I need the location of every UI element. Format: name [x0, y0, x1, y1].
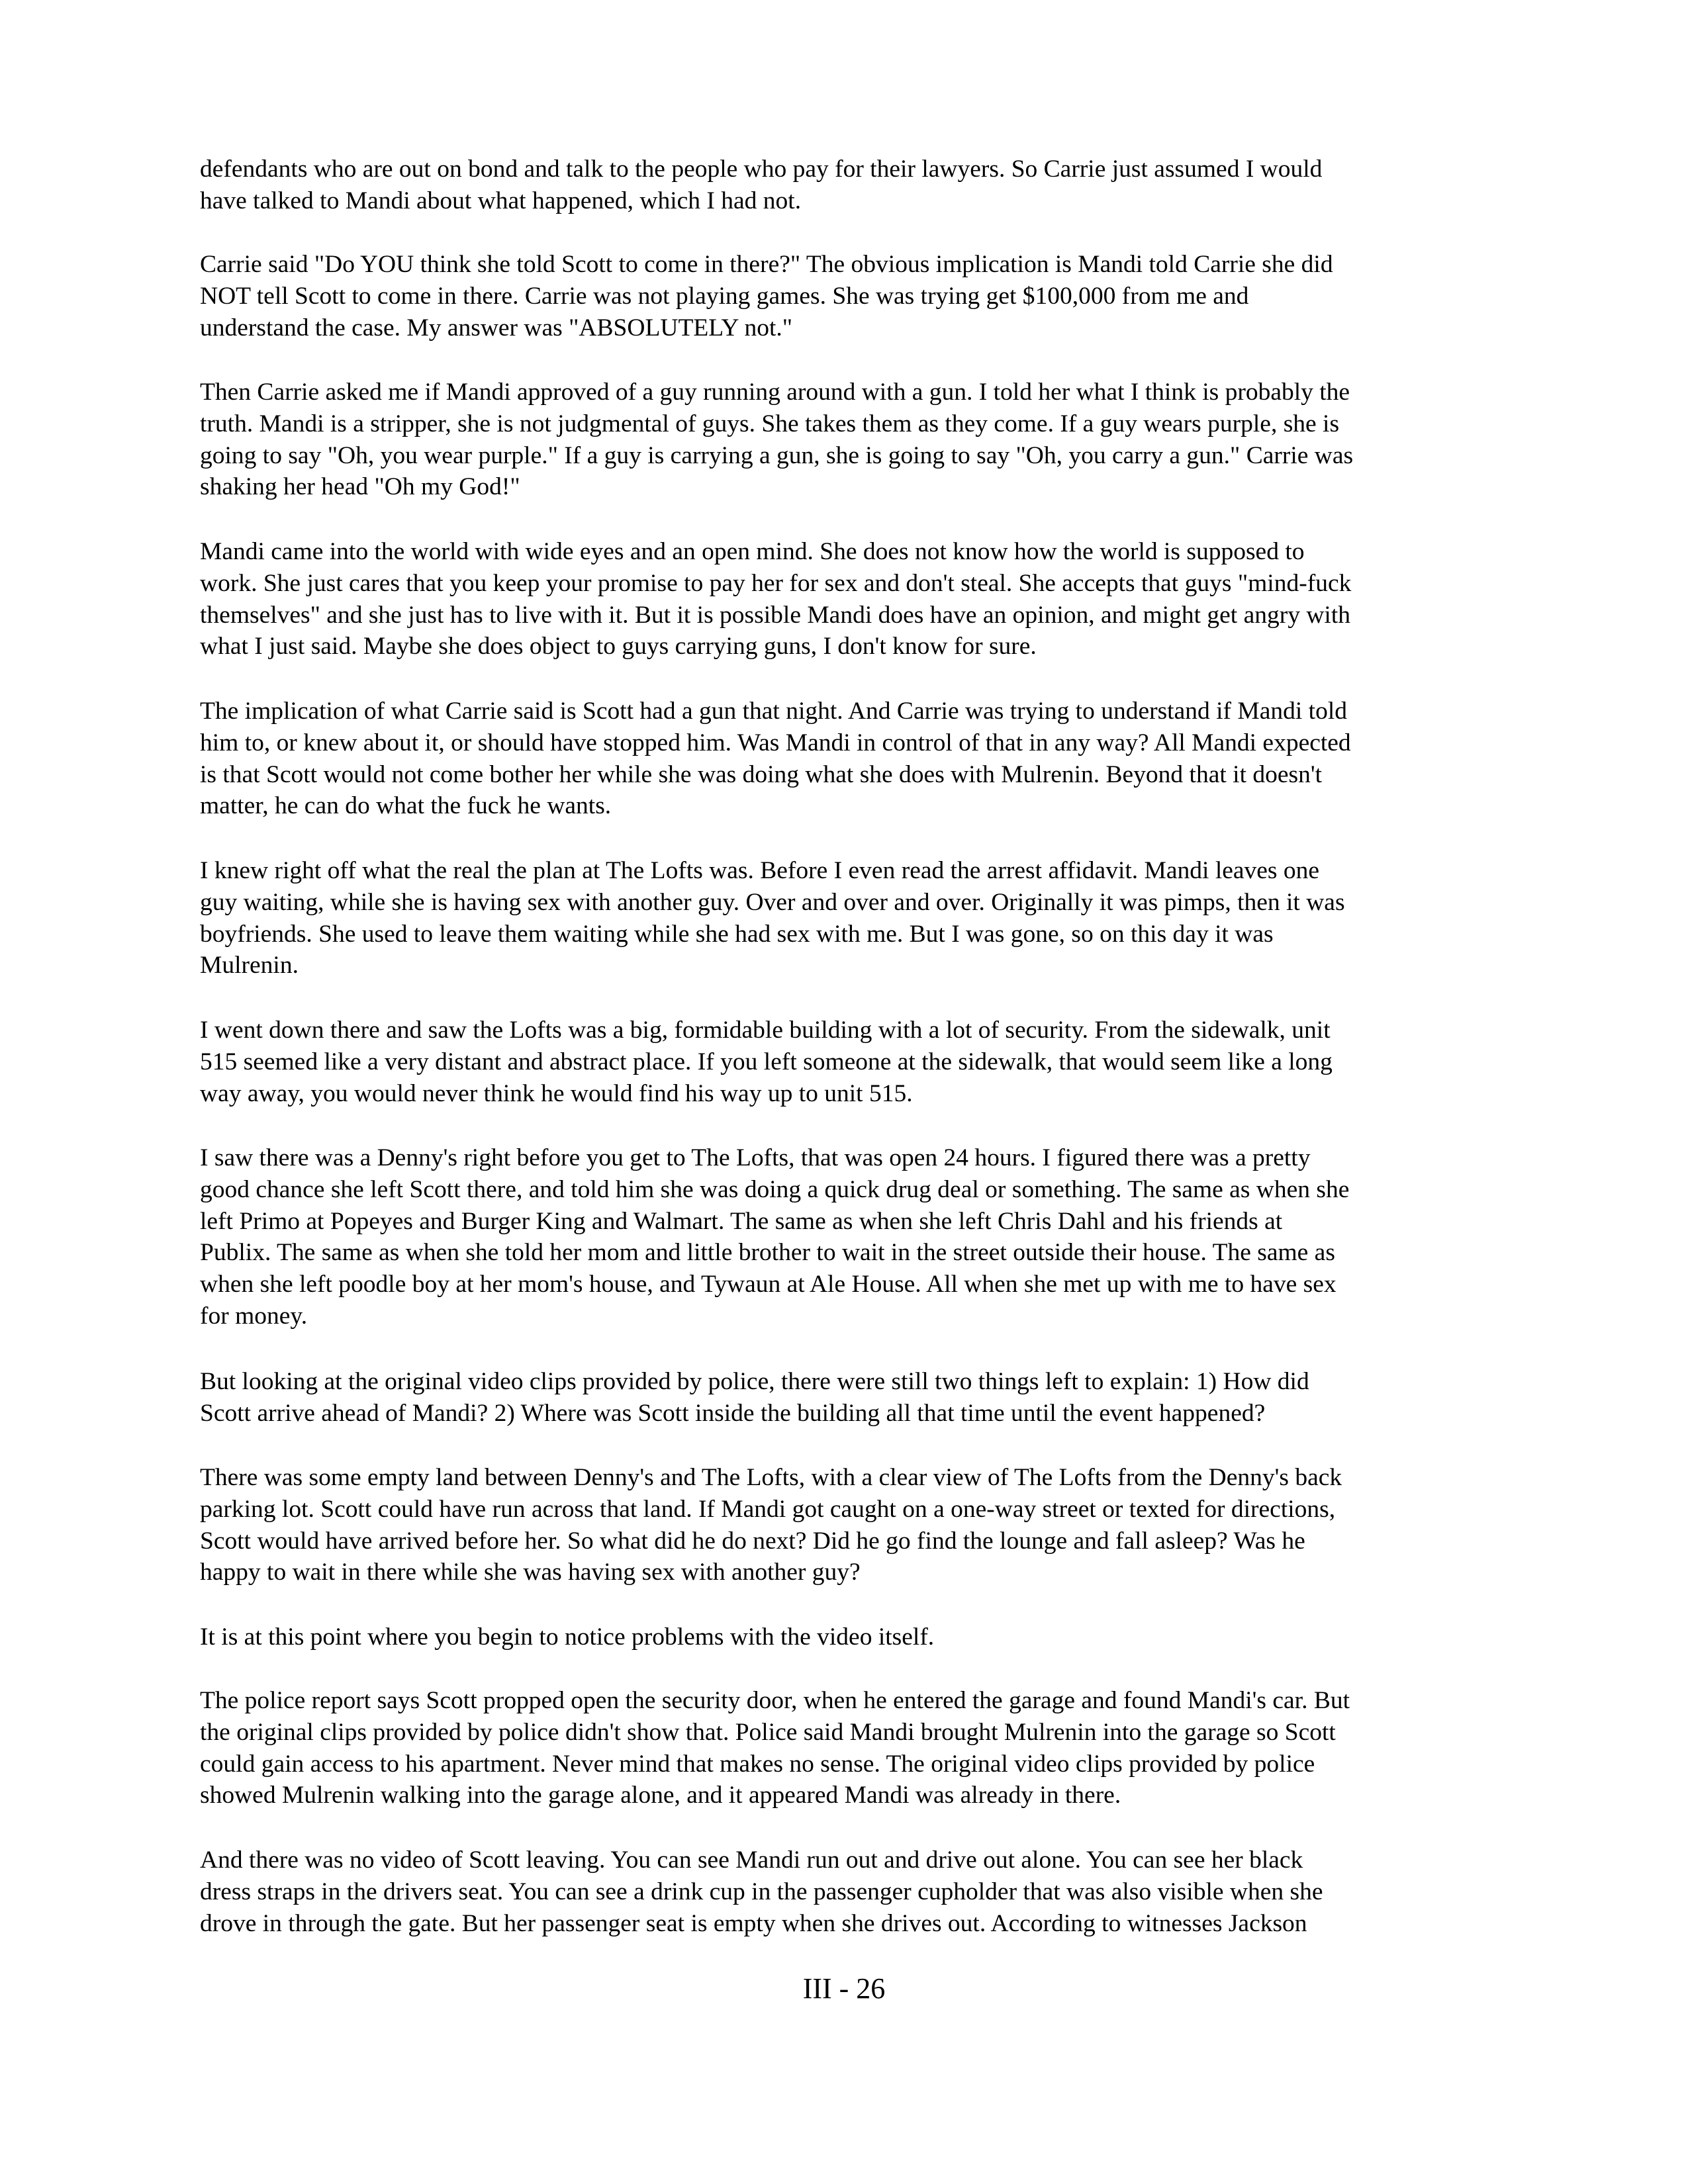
- text-line: NOT tell Scott to come in there. Carrie was not playing games. She was trying get $100,000 from me and: [200, 282, 1249, 310]
- text-line: good chance she left Scott there, and told him she was doing a quick drug deal or something. The same as when she: [200, 1175, 1350, 1203]
- text-line: the original clips provided by police didn't show that. Police said Mandi brought Mulrenin into the garage so Scott: [200, 1718, 1336, 1746]
- text-line: way away, you would never think he would find his way up to unit 515.: [200, 1079, 913, 1107]
- text-line: happy to wait in there while she was having sex with another guy?: [200, 1559, 861, 1586]
- paragraph-5: [200, 696, 1351, 822]
- paragraph-1: [200, 154, 1322, 217]
- paragraph-9: [200, 1366, 1309, 1430]
- text-line: I knew right off what the real the plan at The Lofts was. Before I even read the arrest affidavit. Mandi leaves one: [200, 857, 1320, 884]
- paragraph-4: [200, 536, 1351, 662]
- paragraph-6: [200, 855, 1345, 981]
- paragraph-12: [200, 1685, 1350, 1811]
- text-line: I went down there and saw the Lofts was a big, formidable building with a lot of security. From the sidewalk, unit: [200, 1017, 1331, 1044]
- text-line: what I just said. Maybe she does object to guys carrying guns, I don't know for sure.: [200, 633, 1037, 660]
- text-line: Then Carrie asked me if Mandi approved of a guy running around with a gun. I told her what I think is probably the: [200, 379, 1350, 406]
- text-line: left Primo at Popeyes and Burger King and Walmart. The same as when she left Chris Dahl and his friends at: [200, 1207, 1283, 1235]
- text-line: matter, he can do what the fuck he wants.: [200, 792, 612, 820]
- text-line: Scott arrive ahead of Mandi? 2) Where was Scott inside the building all that time until the event happened?: [200, 1399, 1266, 1427]
- text-line: boyfriends. She used to leave them waiting while she had sex with me. But I was gone, so on this day it was: [200, 920, 1274, 948]
- text-line: But looking at the original video clips provided by police, there were still two things left to explain: 1) How did: [200, 1368, 1309, 1395]
- text-line: shaking her head "Oh my God!": [200, 473, 520, 501]
- page-number: III - 26: [802, 1972, 886, 2005]
- text-line: is that Scott would not come bother her while she was doing what she does with Mulrenin. Beyond that it doesn't: [200, 760, 1323, 788]
- text-line: going to say "Oh, you wear purple." If a guy is carrying a gun, she is going to say "Oh, you carry a gun." Carrie was: [200, 441, 1354, 469]
- text-line: work. She just cares that you keep your promise to pay her for sex and don't steal. She accepts that guys "mind-fuck: [200, 569, 1352, 597]
- text-line: I saw there was a Denny's right before you get to The Lofts, that was open 24 hours. I figured there was a pretty: [200, 1144, 1311, 1171]
- text-line: for money.: [200, 1302, 308, 1330]
- text-line: dress straps in the drivers seat. You can see a drink cup in the passenger cupholder that was also visible when she: [200, 1878, 1323, 1905]
- text-line: guy waiting, while she is having sex with another guy. Over and over and over. Originally it was pimps, then it was: [200, 888, 1345, 916]
- text-line: understand the case. My answer was "ABSOLUTELY not.": [200, 314, 793, 341]
- text-line: when she left poodle boy at her mom's house, and Tywaun at Ale House. All when she met up with me to have sex: [200, 1271, 1336, 1298]
- paragraph-3: [200, 377, 1353, 503]
- text-line: parking lot. Scott could have run across that land. If Mandi got caught on a one-way street or texted for directions,: [200, 1495, 1336, 1523]
- text-line: defendants who are out on bond and talk to the people who pay for their lawyers. So Carrie just assumed I would: [200, 156, 1323, 183]
- text-line: themselves" and she just has to live with it. But it is possible Mandi does have an opinion, and might get angry with: [200, 601, 1351, 629]
- page-footer: [0, 1971, 1688, 2007]
- paragraph-2: [200, 249, 1333, 343]
- text-line: could gain access to his apartment. Never mind that makes no sense. The original video clips provided by police: [200, 1750, 1315, 1778]
- text-line: The police report says Scott propped open the security door, when he entered the garage and found Mandi's car. But: [200, 1687, 1350, 1714]
- text-line: Mulrenin.: [200, 952, 299, 979]
- text-line: have talked to Mandi about what happened, which I had not.: [200, 187, 802, 214]
- text-line: It is at this point where you begin to notice problems with the video itself.: [200, 1623, 935, 1651]
- text-line: Scott would have arrived before her. So what did he do next? Did he go find the lounge and fall asleep? Was he: [200, 1527, 1305, 1555]
- text-line: Mandi came into the world with wide eyes and an open mind. She does not know how the world is supposed to: [200, 538, 1305, 565]
- text-line: 515 seemed like a very distant and abstract place. If you left someone at the sidewalk, that would seem like a long: [200, 1048, 1333, 1075]
- text-line: drove in through the gate. But her passenger seat is empty when she drives out. According to witnesses Jackson: [200, 1909, 1307, 1937]
- text-line: Carrie said "Do YOU think she told Scott to come in there?" The obvious implication is Mandi told Carrie she did: [200, 251, 1333, 278]
- text-line: There was some empty land between Denny's and The Lofts, with a clear view of The Lofts from the Denny's back: [200, 1464, 1342, 1491]
- text-line: Publix. The same as when she told her mom and little brother to wait in the street outside their house. The same as: [200, 1239, 1335, 1267]
- paragraph-8: [200, 1142, 1349, 1332]
- text-line: him to, or knew about it, or should have stopped him. Was Mandi in control of that in any way? All Mandi expected: [200, 729, 1351, 756]
- paragraph-11: [200, 1621, 934, 1653]
- paragraph-13: [200, 1844, 1323, 1939]
- text-line: The implication of what Carrie said is Scott had a gun that night. And Carrie was trying to understand if Mandi told: [200, 698, 1348, 725]
- paragraph-10: [200, 1462, 1342, 1588]
- text-line: showed Mulrenin walking into the garage alone, and it appeared Mandi was already in there.: [200, 1782, 1121, 1809]
- paragraph-7: [200, 1015, 1333, 1109]
- text-line: truth. Mandi is a stripper, she is not judgmental of guys. She takes them as they come. If a guy wears purple, she is: [200, 410, 1340, 437]
- text-line: And there was no video of Scott leaving. You can see Mandi run out and drive out alone. You can see her black: [200, 1846, 1303, 1874]
